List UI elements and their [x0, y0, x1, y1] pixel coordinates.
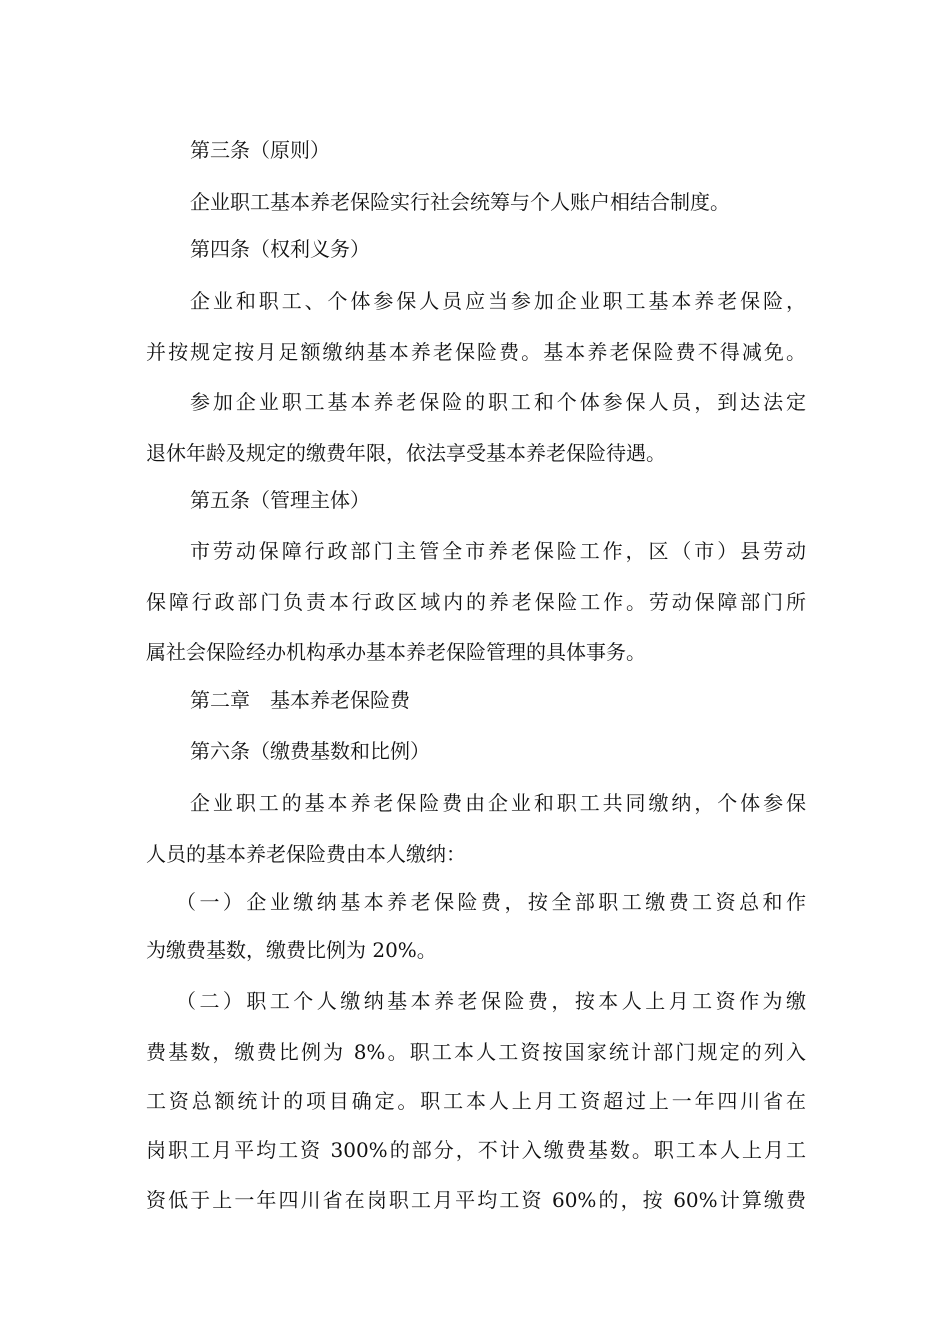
- article-3-heading: 第三条（原则）: [190, 138, 330, 162]
- clause-2-line-5: 资低于上一年四川省在岗职工月平均工资 60%的，按 60%计算缴费: [146, 1188, 806, 1212]
- article-6-text-line-2: 人员的基本养老保险费由本人缴纳：: [146, 842, 466, 866]
- article-5-text-line-1: 市劳动保障行政部门主管全市养老保险工作，区（市）县劳动: [190, 539, 806, 563]
- clause-1-line-1: （一）企业缴纳基本养老保险费，按全部职工缴费工资总和作: [176, 890, 806, 914]
- article-4-text-line-4: 退休年龄及规定的缴费年限，依法享受基本养老保险待遇。: [146, 441, 666, 465]
- article-4-text-line-2: 并按规定按月足额缴纳基本养老保险费。基本养老保险费不得减免。: [146, 340, 806, 364]
- article-5-heading: 第五条（管理主体）: [190, 488, 370, 512]
- clause-2-line-1: （二）职工个人缴纳基本养老保险费，按本人上月工资作为缴: [176, 989, 806, 1013]
- clause-2-line-2: 费基数，缴费比例为 8%。职工本人工资按国家统计部门规定的列入: [146, 1040, 806, 1064]
- article-3-text: 企业职工基本养老保险实行社会统筹与个人账户相结合制度。: [190, 190, 730, 214]
- clause-1-line-2: 为缴费基数，缴费比例为 20%。: [146, 938, 437, 962]
- article-6-heading: 第六条（缴费基数和比例）: [190, 739, 430, 763]
- article-5-text-line-2: 保障行政部门负责本行政区域内的养老保险工作。劳动保障部门所: [146, 590, 806, 614]
- chapter-2-heading: 第二章 基本养老保险费: [190, 688, 410, 712]
- article-4-heading: 第四条（权利义务）: [190, 237, 370, 261]
- article-4-text-line-1: 企业和职工、个体参保人员应当参加企业职工基本养老保险，: [190, 289, 806, 313]
- article-6-text-line-1: 企业职工的基本养老保险费由企业和职工共同缴纳，个体参保: [190, 791, 806, 815]
- article-4-text-line-3: 参加企业职工基本养老保险的职工和个体参保人员，到达法定: [190, 390, 806, 414]
- article-5-text-line-3: 属社会保险经办机构承办基本养老保险管理的具体事务。: [146, 640, 646, 664]
- clause-2-line-4: 岗职工月平均工资 300%的部分，不计入缴费基数。职工本人上月工: [146, 1138, 806, 1162]
- clause-2-line-3: 工资总额统计的项目确定。职工本人上月工资超过上一年四川省在: [146, 1089, 806, 1113]
